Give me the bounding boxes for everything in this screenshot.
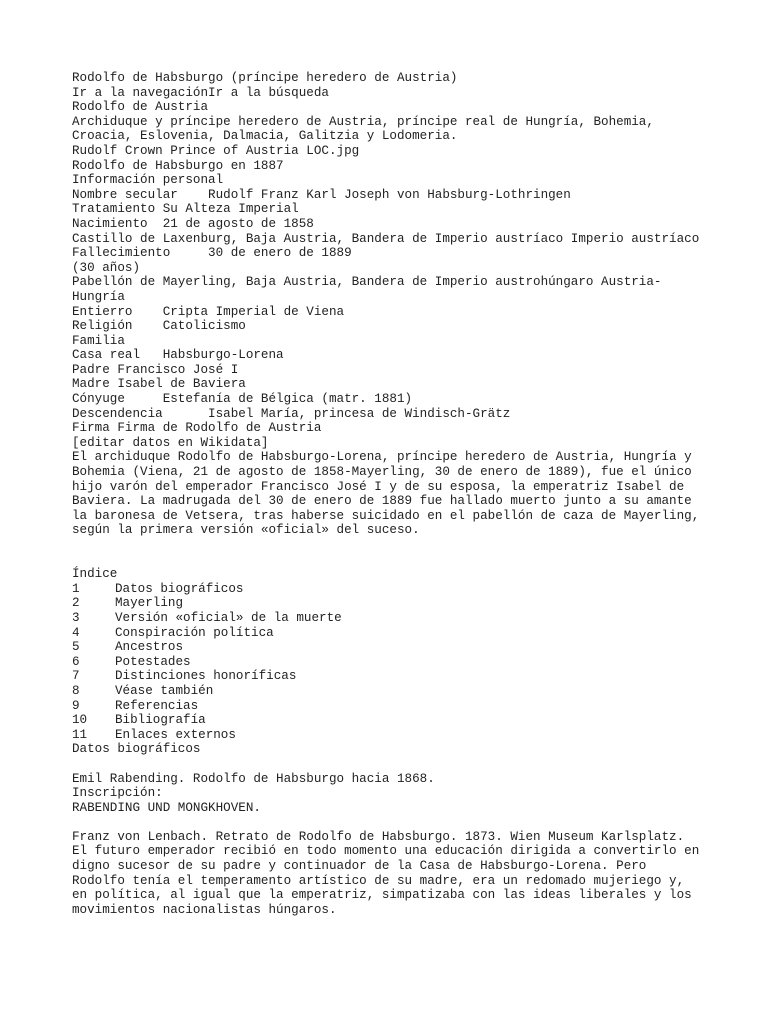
intro-line: hijo varón del emperador Francisco José I y de su esposa, la emperatriz Isabel de	[72, 479, 685, 494]
infobox-father: Padre Francisco José I	[72, 362, 239, 377]
toc-item[interactable]	[72, 684, 704, 699]
inscription-label: Inscripción:	[72, 786, 163, 801]
page-title: Rodolfo de Habsburgo (príncipe heredero de Austria)	[72, 71, 458, 85]
toc-item-label[interactable]: Ancestros	[115, 640, 184, 655]
description-line: Croacia, Eslovenia, Dalmacia, Galitzia y Lodomeria.	[72, 129, 458, 144]
toc-item[interactable]	[72, 611, 704, 626]
infobox-treatment: Tratamiento Su Alteza Imperial	[72, 202, 299, 217]
toc-item[interactable]	[72, 655, 704, 670]
infobox-birth: Nacimiento 21 de agosto de 1858	[72, 216, 314, 231]
edit-wikidata-link[interactable]: [editar datos en Wikidata]	[72, 435, 269, 450]
paragraph-line: movimientos nacionalistas húngaros.	[72, 902, 337, 917]
section-heading: Datos biográficos	[72, 742, 201, 757]
toc-item-number: 4	[72, 625, 80, 640]
intro-line: según la primera versión «oficial» del suceso.	[72, 523, 420, 538]
toc-item-number: 5	[72, 640, 80, 655]
toc-item-number: 3	[72, 610, 80, 625]
infobox-death-place: Pabellón de Mayerling, Baja Austria, Bandera de Imperio austrohúngaro Austria-	[72, 275, 662, 290]
paragraph-line: digno sucesor de su padre y continuador de la Casa de Habsburgo-Lorena. Pero	[72, 859, 647, 874]
toc-item-label[interactable]: Véase también	[115, 683, 214, 698]
infobox-royal-house: Casa real Habsburgo-Lorena	[72, 348, 284, 363]
toc-heading: Índice	[72, 567, 118, 582]
toc-item[interactable]	[72, 596, 704, 611]
intro-line: Bohemia (Viena, 21 de agosto de 1858-Mayerling, 30 de enero de 1889), fue el único	[72, 465, 692, 480]
skip-navigation-links[interactable]: Ir a la navegaciónIr a la búsqueda	[72, 85, 329, 100]
infobox-descendants: Descendencia Isabel María, princesa de Windisch-Grätz	[72, 406, 511, 421]
infobox-family-heading: Familia	[72, 333, 125, 348]
toc-item[interactable]	[72, 669, 704, 684]
description-line: Archiduque y príncipe heredero de Austria, príncipe real de Hungría, Bohemia,	[72, 114, 654, 129]
document-page	[72, 71, 704, 917]
table-of-contents	[72, 582, 704, 743]
toc-item-label[interactable]: Datos biográficos	[115, 581, 244, 596]
intro-line: Baviera. La madrugada del 30 de enero de 1889 fue hallado muerto junto a su amante	[72, 494, 692, 509]
toc-item-label[interactable]: Mayerling	[115, 596, 184, 611]
toc-item-label[interactable]: Versión «oficial» de la muerte	[115, 610, 342, 625]
infobox-religion: Religión Catolicismo	[72, 319, 246, 334]
person-name: Rodolfo de Austria	[72, 100, 209, 115]
toc-item-number: 9	[72, 698, 80, 713]
spacer	[72, 538, 704, 567]
intro-line: El archiduque Rodolfo de Habsburgo-Lorena, príncipe heredero de Austria, Hungría y	[72, 450, 692, 465]
toc-item-label[interactable]: Referencias	[115, 698, 199, 713]
toc-item-number: 2	[72, 596, 80, 611]
paragraph-line: Rodolfo tenía el temperamento artístico de su madre, era un redomado mujeriego y,	[72, 873, 685, 888]
toc-item[interactable]	[72, 582, 704, 597]
infobox-death-place: Hungría	[72, 289, 125, 304]
toc-item[interactable]	[72, 699, 704, 714]
infobox-burial: Entierro Cripta Imperial de Viena	[72, 304, 345, 319]
toc-item-number: 11	[72, 727, 88, 742]
toc-item-number: 10	[72, 713, 88, 728]
infobox-age: (30 años)	[72, 260, 141, 275]
toc-item-label[interactable]: Bibliografía	[115, 713, 206, 728]
toc-item[interactable]	[72, 713, 704, 728]
toc-item[interactable]	[72, 728, 704, 743]
infobox-personal-heading: Información personal	[72, 173, 224, 188]
paragraph-line: en política, al igual que la emperatriz, simpatizaba con las ideas liberales y los	[72, 888, 692, 903]
toc-item-number: 1	[72, 581, 80, 596]
spacer	[72, 757, 704, 772]
paragraph-line: Franz von Lenbach. Retrato de Rodolfo de Habsburgo. 1873. Wien Museum Karlsplatz.	[72, 829, 685, 844]
infobox-mother: Madre Isabel de Baviera	[72, 377, 246, 392]
infobox-death: Fallecimiento 30 de enero de 1889	[72, 246, 352, 261]
toc-item-label[interactable]: Conspiración política	[115, 625, 274, 640]
toc-item-number: 8	[72, 683, 80, 698]
infobox-spouse: Cónyuge Estefanía de Bélgica (matr. 1881)	[72, 392, 413, 407]
toc-item-label[interactable]: Distinciones honoríficas	[115, 669, 297, 684]
toc-item-number: 7	[72, 669, 80, 684]
toc-item-label[interactable]: Potestades	[115, 654, 191, 669]
paragraph-line: El futuro emperador recibió en todo momento una educación dirigida a convertirlo en	[72, 844, 700, 859]
intro-line: la baronesa de Vetsera, tras haberse suicidado en el pabellón de caza de Mayerling,	[72, 508, 700, 523]
infobox-signature: Firma Firma de Rodolfo de Austria	[72, 421, 322, 436]
image-filename[interactable]: Rudolf Crown Prince of Austria LOC.jpg	[72, 143, 360, 158]
infobox-birth-place: Castillo de Laxenburg, Baja Austria, Bandera de Imperio austríaco Imperio austríaco	[72, 231, 700, 246]
photo-caption: Emil Rabending. Rodolfo de Habsburgo hacia 1868.	[72, 771, 435, 786]
toc-item[interactable]	[72, 626, 704, 641]
toc-item-label[interactable]: Enlaces externos	[115, 727, 236, 742]
infobox-secular-name: Nombre secular Rudolf Franz Karl Joseph von Habsburg-Lothringen	[72, 187, 571, 202]
spacer	[72, 815, 704, 830]
toc-item[interactable]	[72, 640, 704, 655]
image-caption: Rodolfo de Habsburgo en 1887	[72, 158, 284, 173]
toc-item-number: 6	[72, 654, 80, 669]
inscription-text: RABENDING UND MONGKHOVEN.	[72, 800, 261, 815]
